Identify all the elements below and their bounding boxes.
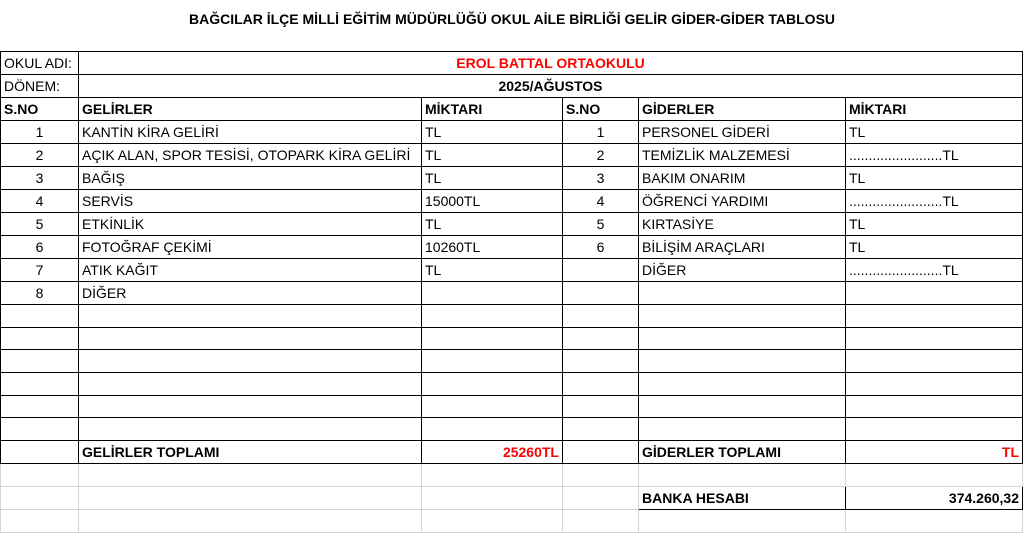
table-row <box>1 259 1023 282</box>
grid-cell <box>846 464 1023 487</box>
expense-sno: 6 <box>563 236 639 259</box>
grid-cell <box>422 509 563 532</box>
empty-cell <box>639 395 846 418</box>
expense-total-label: GİDERLER TOPLAMI <box>639 441 846 464</box>
empty-cell <box>846 418 1023 441</box>
empty-cell <box>563 305 639 328</box>
grid-cell <box>563 464 639 487</box>
empty-cell <box>1 350 79 373</box>
empty-cell <box>846 373 1023 396</box>
empty-cell <box>422 418 563 441</box>
table-row <box>1 190 1023 213</box>
grid-cell <box>79 486 422 509</box>
expense-sno: 2 <box>563 144 639 167</box>
income-sno: 2 <box>1 144 79 167</box>
empty-cell <box>422 350 563 373</box>
income-amount: 15000TL <box>422 190 563 213</box>
school-name: EROL BATTAL ORTAOKULU <box>79 52 1023 75</box>
empty-cell <box>563 395 639 418</box>
empty-row <box>1 350 1023 373</box>
expense-amount: ........................TL <box>846 259 1023 282</box>
expense-name: BAKIM ONARIM <box>639 167 846 190</box>
empty-cell <box>1 395 79 418</box>
expense-name: KIRTASİYE <box>639 213 846 236</box>
income-amount: TL <box>422 213 563 236</box>
grid-cell <box>1 486 79 509</box>
table-row <box>1 213 1023 236</box>
empty-row <box>1 327 1023 350</box>
empty-cell <box>79 327 422 350</box>
empty-cell <box>1 373 79 396</box>
income-sno: 8 <box>1 282 79 305</box>
empty-cell <box>563 327 639 350</box>
grid-cell <box>422 486 563 509</box>
grid-cell <box>639 464 846 487</box>
empty-cell <box>422 373 563 396</box>
expense-amount <box>846 282 1023 305</box>
table-row <box>1 121 1023 144</box>
table-row <box>1 167 1023 190</box>
empty-cell <box>79 350 422 373</box>
income-sno: 4 <box>1 190 79 213</box>
empty-cell <box>639 418 846 441</box>
empty-cell <box>563 373 639 396</box>
income-sno: 6 <box>1 236 79 259</box>
expense-name: TEMİZLİK MALZEMESİ <box>639 144 846 167</box>
table-row <box>1 236 1023 259</box>
school-label: OKUL ADI: <box>1 52 79 75</box>
income-total-label: GELİRLER TOPLAMI <box>79 441 422 464</box>
expense-amount: TL <box>846 121 1023 144</box>
empty-cell <box>846 395 1023 418</box>
expense-amount: TL <box>846 167 1023 190</box>
grid-cell <box>639 509 846 532</box>
empty-row <box>1 305 1023 328</box>
empty-cell <box>846 305 1023 328</box>
totals-row <box>1 441 1023 464</box>
grid-cell <box>79 464 422 487</box>
expense-name: BİLİŞİM ARAÇLARI <box>639 236 846 259</box>
grid-cell <box>79 509 422 532</box>
school-row <box>1 52 1023 75</box>
income-amount: TL <box>422 259 563 282</box>
bank-value: 374.260,32 <box>846 486 1023 509</box>
header-expense: GİDERLER <box>639 98 846 121</box>
header-sno: S.NO <box>1 98 79 121</box>
expense-sno: 4 <box>563 190 639 213</box>
expense-sno: 5 <box>563 213 639 236</box>
expense-amount: ........................TL <box>846 144 1023 167</box>
income-sno: 1 <box>1 121 79 144</box>
empty-cell <box>79 305 422 328</box>
income-amount: TL <box>422 144 563 167</box>
empty-cell <box>563 418 639 441</box>
income-name: SERVİS <box>79 190 422 213</box>
empty-cell <box>79 373 422 396</box>
table-row <box>1 144 1023 167</box>
period-label: DÖNEM: <box>1 75 79 98</box>
table-row <box>1 282 1023 305</box>
income-name: BAĞIŞ <box>79 167 422 190</box>
bank-row <box>1 486 1023 509</box>
period-row <box>1 75 1023 98</box>
empty-row <box>1 395 1023 418</box>
empty-row <box>1 418 1023 441</box>
grid-cell <box>846 509 1023 532</box>
expense-name <box>639 282 846 305</box>
empty-cell <box>846 327 1023 350</box>
income-name: AÇIK ALAN, SPOR TESİSİ, OTOPARK KİRA GELİRİ <box>79 144 422 167</box>
period-value: 2025/AĞUSTOS <box>79 75 1023 98</box>
expense-sno: 3 <box>563 167 639 190</box>
income-amount: TL <box>422 167 563 190</box>
empty-cell <box>422 395 563 418</box>
header-income: GELİRLER <box>79 98 422 121</box>
income-amount: TL <box>422 121 563 144</box>
expense-amount: TL <box>846 213 1023 236</box>
empty-row <box>1 373 1023 396</box>
empty-cell <box>639 350 846 373</box>
income-sno: 7 <box>1 259 79 282</box>
expense-name: PERSONEL GİDERİ <box>639 121 846 144</box>
grid-cell <box>563 486 639 509</box>
income-expense-table <box>0 51 1023 533</box>
page-title: BAĞCILAR İLÇE MİLLİ EĞİTİM MÜDÜRLÜĞÜ OKUL AİLE BİRLİĞİ GELİR GİDER-GİDER TABLOSU <box>188 11 836 27</box>
expense-name: DİĞER <box>639 259 846 282</box>
expense-total-value: TL <box>846 441 1023 464</box>
income-name: DİĞER <box>79 282 422 305</box>
empty-cell <box>1 327 79 350</box>
grid-cell <box>563 509 639 532</box>
income-total-value: 25260TL <box>422 441 563 464</box>
empty-cell <box>1 418 79 441</box>
income-sno: 3 <box>1 167 79 190</box>
expense-sno <box>563 259 639 282</box>
income-amount: 10260TL <box>422 236 563 259</box>
expense-sno <box>563 282 639 305</box>
income-amount <box>422 282 563 305</box>
expense-amount: TL <box>846 236 1023 259</box>
trailing-row <box>1 509 1023 532</box>
income-name: ETKİNLİK <box>79 213 422 236</box>
empty-cell <box>79 418 422 441</box>
expense-sno: 1 <box>563 121 639 144</box>
income-name: ATIK KAĞIT <box>79 259 422 282</box>
expense-name: ÖĞRENCİ YARDIMI <box>639 190 846 213</box>
empty-cell <box>563 350 639 373</box>
grid-cell <box>1 509 79 532</box>
empty-cell <box>1 305 79 328</box>
income-name: FOTOĞRAF ÇEKİMİ <box>79 236 422 259</box>
empty-cell <box>639 373 846 396</box>
totals-empty-cell <box>563 441 639 464</box>
empty-cell <box>422 305 563 328</box>
header-expense-amount: MİKTARI <box>846 98 1023 121</box>
grid-cell <box>1 464 79 487</box>
expense-amount: ........................TL <box>846 190 1023 213</box>
income-name: KANTİN KİRA GELİRİ <box>79 121 422 144</box>
empty-cell <box>639 305 846 328</box>
grid-cell <box>422 464 563 487</box>
header-sno-2: S.NO <box>563 98 639 121</box>
empty-cell <box>846 350 1023 373</box>
empty-cell <box>79 395 422 418</box>
totals-empty-cell <box>1 441 79 464</box>
empty-cell <box>422 327 563 350</box>
spacer-row <box>1 464 1023 487</box>
header-row <box>1 98 1023 121</box>
income-sno: 5 <box>1 213 79 236</box>
empty-cell <box>639 327 846 350</box>
bank-label: BANKA HESABI <box>639 486 846 509</box>
header-income-amount: MİKTARI <box>422 98 563 121</box>
